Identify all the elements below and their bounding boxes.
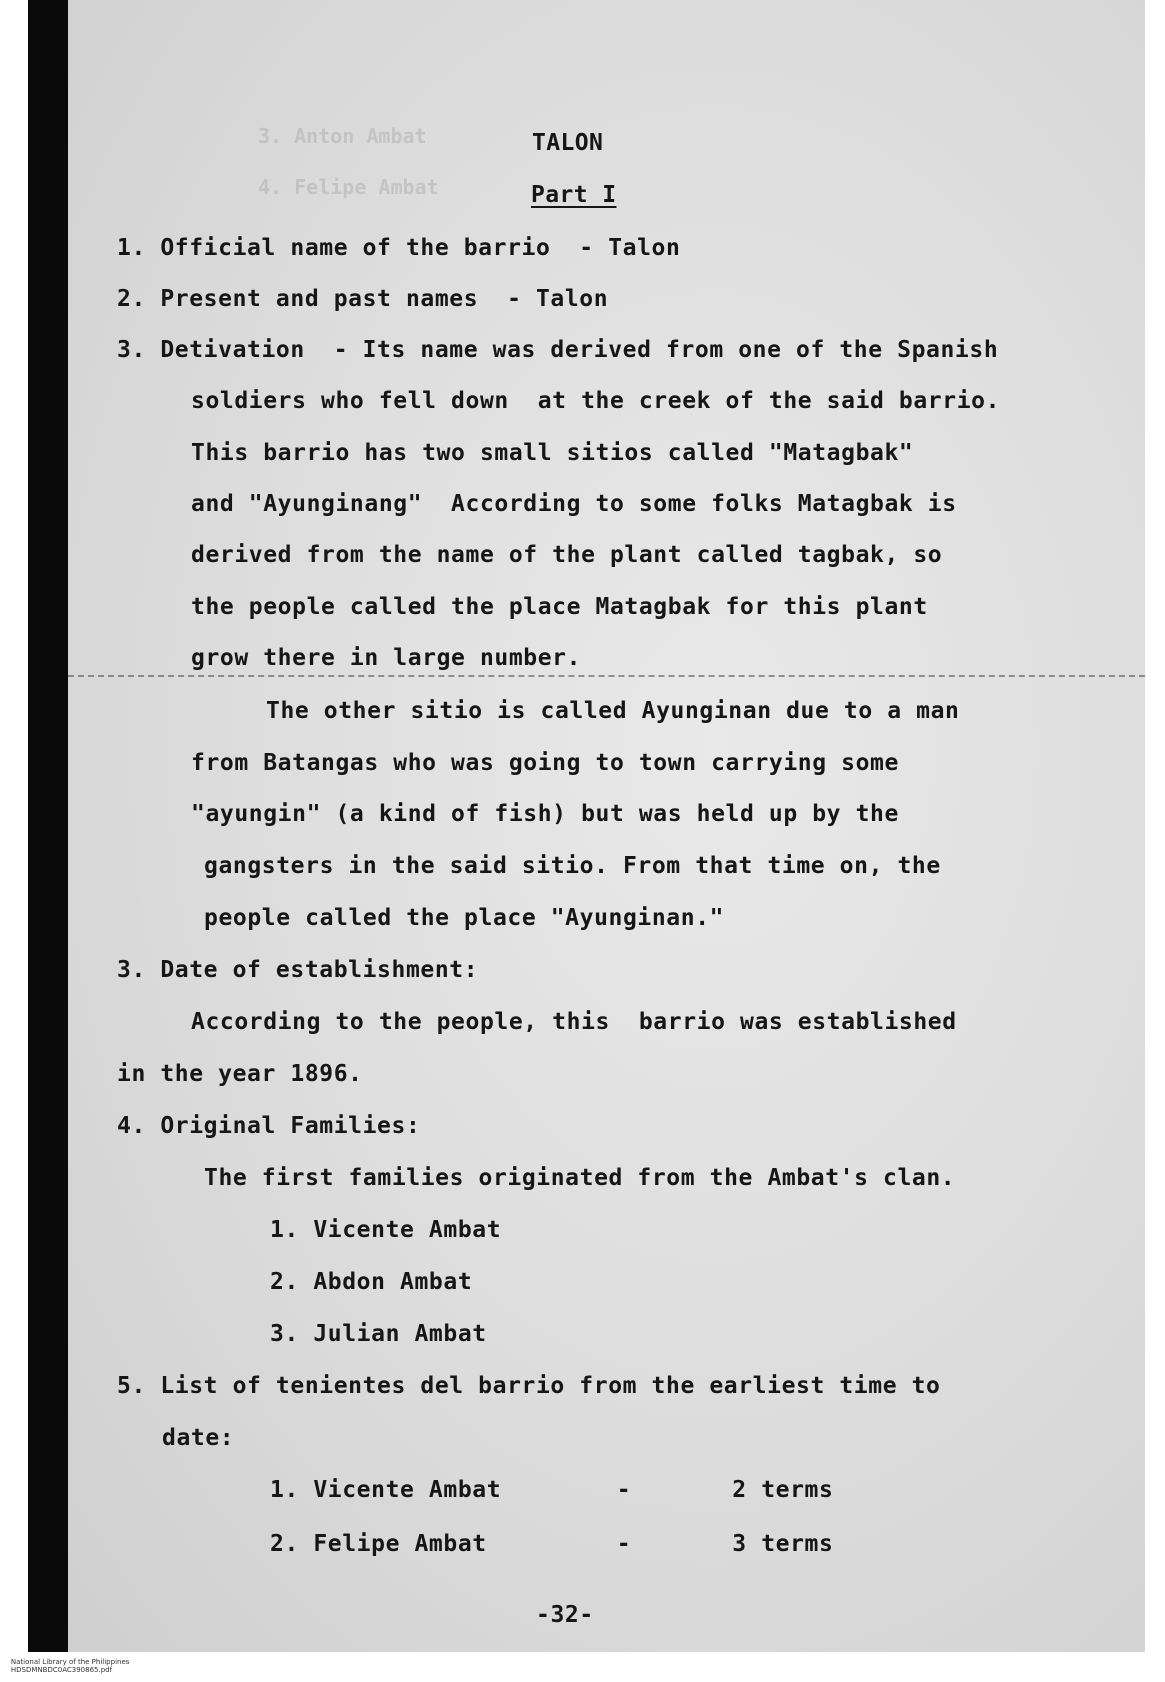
paragraph-line: in the year 1896. <box>117 1061 363 1087</box>
paragraph-line: derived from the name of the plant called tagbak, so <box>191 542 943 568</box>
scan-footer <box>2 1650 143 1682</box>
paragraph-line: soldiers who fell down at the creek of the said barrio. <box>191 388 1001 414</box>
document-title: TALON <box>532 130 604 156</box>
paragraph-line: The other sitio is called Ayunginan due to a man <box>266 698 960 724</box>
item-original-families: 4. Original Families: <box>117 1113 421 1139</box>
paragraph-line: the people called the place Matagbak for this plant <box>191 594 928 620</box>
scan-right-margin <box>1145 0 1165 1652</box>
paragraph-line: and "Ayunginang" According to some folks Matagbak is <box>191 491 957 517</box>
paragraph-line: from Batangas who was going to town carrying some <box>191 750 899 776</box>
paragraph-line: gangsters in the said sitio. From that time on, the <box>204 853 941 879</box>
item-derivation: 3. Detivation - Its name was derived from one of the Spanish <box>117 337 999 363</box>
list-item: 2. Abdon Ambat <box>270 1269 473 1295</box>
page-number: -32- <box>536 1602 594 1628</box>
paragraph-line: grow there in large number. <box>191 645 582 671</box>
paragraph-line: "ayungin" (a kind of fish) but was held up by the <box>191 801 899 827</box>
item-official-name: 1. Official name of the barrio - Talon <box>117 235 681 261</box>
paragraph-line: people called the place "Ayunginan." <box>204 905 725 931</box>
list-item: 1. Vicente Ambat <box>270 1217 502 1243</box>
bleed-through-text: 3. Anton Ambat <box>258 124 427 148</box>
list-item: 1. Vicente Ambat - 2 terms <box>270 1477 834 1503</box>
list-item: 3. Julian Ambat <box>270 1321 487 1347</box>
paragraph-line: The first families originated from the Ambat's clan. <box>204 1165 956 1191</box>
item-present-past-names: 2. Present and past names - Talon <box>117 286 609 312</box>
part-heading: Part I <box>531 182 617 208</box>
footer-file: HDSDMNBDC0AC390865.pdf <box>10 1666 113 1674</box>
item-date-of-establishment: 3. Date of establishment: <box>117 957 479 983</box>
footer-library: National Library of the Philippines <box>10 1658 130 1666</box>
scan-left-border <box>28 0 68 1652</box>
list-item: 2. Felipe Ambat - 3 terms <box>270 1531 834 1557</box>
paragraph-line: This barrio has two small sitios called "Matagbak" <box>191 440 914 466</box>
paragraph-line: date: <box>162 1425 235 1451</box>
fold-line <box>68 675 1145 677</box>
paragraph-line: According to the people, this barrio was established <box>191 1009 957 1035</box>
item-list-of-tenientes: 5. List of tenientes del barrio from the earliest time to <box>117 1373 941 1399</box>
bleed-through-text: 4. Felipe Ambat <box>258 175 439 199</box>
